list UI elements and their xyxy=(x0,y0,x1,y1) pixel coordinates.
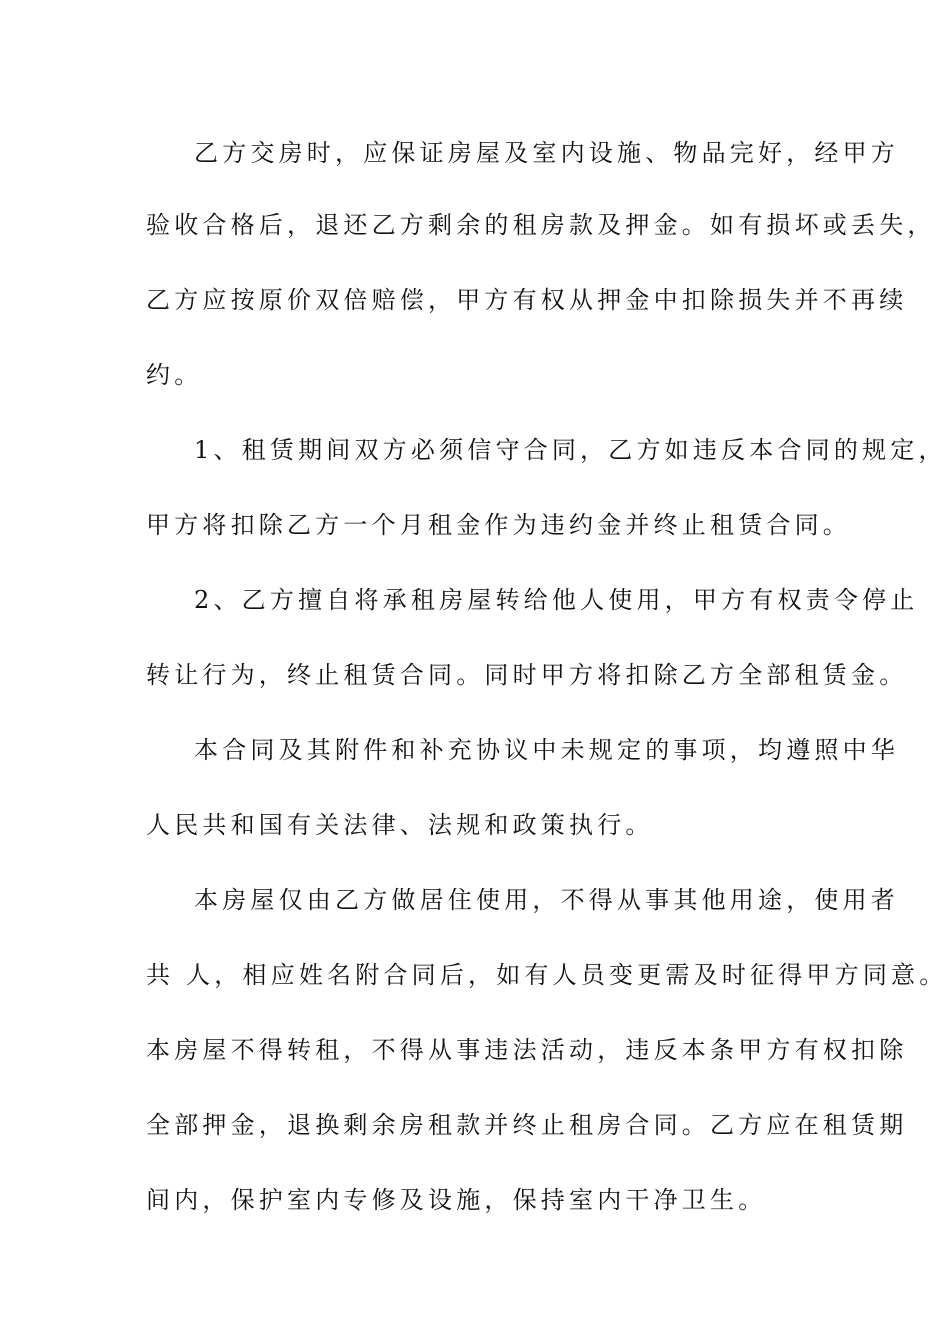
paragraph-line: 本合同及其附件和补充协议中未规定的事项，均遵照中华 xyxy=(194,736,899,764)
paragraph-line: 间内，保护室内专修及设施，保持室内干净卫生。 xyxy=(146,1186,767,1214)
paragraph-line: 转让行为，终止租赁合同。同时甲方将扣除乙方全部租赁金。 xyxy=(146,661,908,689)
paragraph-line: 约。 xyxy=(146,361,203,389)
paragraph-line: 全部押金，退换剩余房租款并终止租房合同。乙方应在租赁期 xyxy=(146,1111,908,1139)
paragraph-line: 本房屋不得转租，不得从事违法活动，违反本条甲方有权扣除 xyxy=(146,1036,908,1064)
paragraph-line: 乙方应按原价双倍赔偿，甲方有权从押金中扣除损失并不再续 xyxy=(146,286,908,314)
paragraph-line: 验收合格后，退还乙方剩余的租房款及押金。如有损坏或丢失， xyxy=(146,211,936,239)
paragraph-line: 1、租赁期间双方必须信守合同，乙方如违反本合同的规定， xyxy=(194,436,947,464)
paragraph-line: 人民共和国有关法律、法规和政策执行。 xyxy=(146,811,654,839)
paragraph-line: 本房屋仅由乙方做居住使用，不得从事其他用途，使用者 xyxy=(194,886,899,914)
paragraph-line: 乙方交房时，应保证房屋及室内设施、物品完好，经甲方 xyxy=(194,139,899,167)
paragraph-line: 共 人，相应姓名附合同后，如有人员变更需及时征得甲方同意。 xyxy=(146,961,948,989)
paragraph-line: 2、乙方擅自将承租房屋转给他人使用，甲方有权责令停止 xyxy=(194,586,919,614)
paragraph-line: 甲方将扣除乙方一个月租金作为违约金并终止租赁合同。 xyxy=(146,511,851,539)
